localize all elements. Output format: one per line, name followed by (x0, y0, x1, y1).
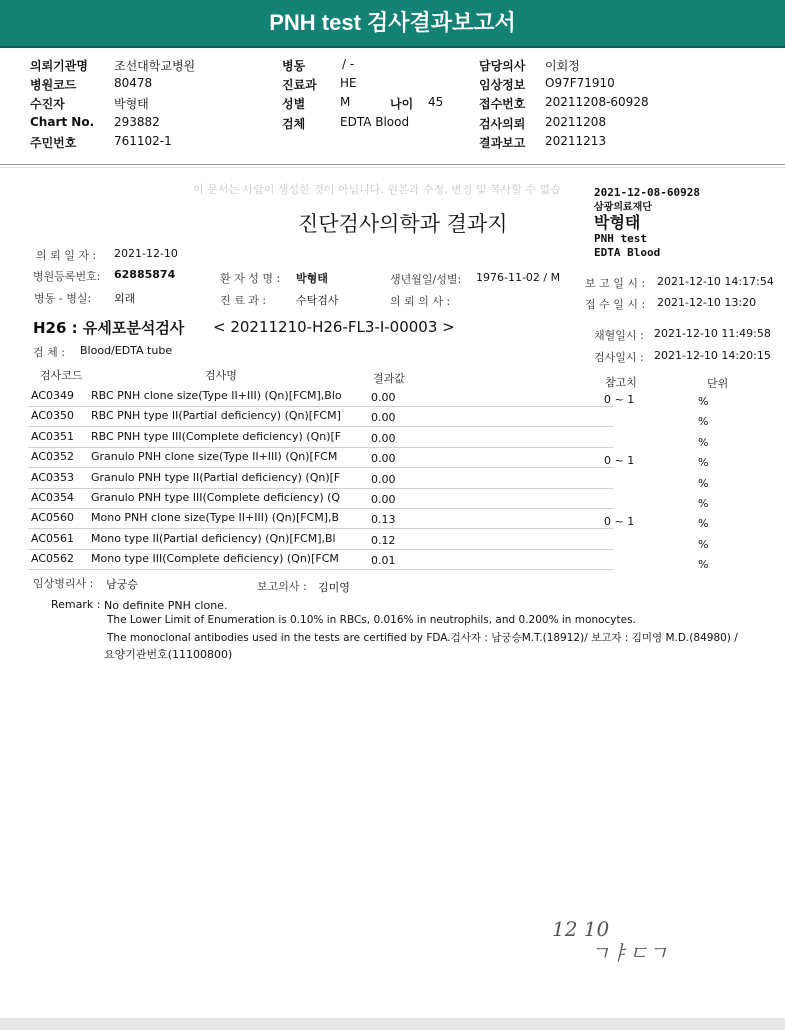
result-code: AC0353 (31, 471, 75, 484)
column-header-unit: 단위 (707, 377, 729, 390)
test-time: 2021-12-10 14:20:15 (654, 349, 771, 362)
stamp-test: PNH test (594, 232, 647, 245)
barcode-id: < 20211210-H26-FL3-I-00003 > (213, 318, 455, 336)
result-value: 0.00 (371, 452, 396, 465)
stamp-number: 2021-12-08-60928 (594, 186, 700, 199)
result-name: Granulo PNH type II(Partial deficiency) (Qn)[F (91, 471, 341, 484)
result-value: 0.00 (371, 473, 396, 486)
patient-label: 환 자 성 명 : (220, 272, 281, 285)
result-code: AC0350 (31, 409, 75, 422)
stamp-name: 박형태 (594, 213, 641, 232)
info-value: 293882 (114, 115, 160, 129)
result-ref: 0 ~ 1 (604, 515, 635, 528)
info-value: 조선대학교병원 (114, 59, 196, 73)
receipt-date: 2021-12-10 13:20 (657, 296, 757, 309)
result-name: RBC PNH clone size(Type II+III) (Qn)[FCM],Blo (91, 389, 342, 402)
header-rule (0, 46, 785, 48)
result-code: AC0354 (31, 491, 75, 504)
result-value: 0.00 (371, 391, 396, 404)
result-value: 0.12 (371, 534, 396, 547)
result-name: Granulo PNH type III(Complete deficiency) (Q (91, 491, 341, 504)
info-value: O97F71910 (545, 76, 615, 90)
doctor-label: 의 뢰 의 사 : (390, 295, 451, 308)
info-label: 진료과 (282, 78, 317, 92)
info-value: EDTA Blood (340, 115, 410, 129)
receipt-label: 접 수 일 시 : (585, 298, 646, 311)
result-code: AC0560 (31, 511, 75, 524)
handwritten-date: 12 10 (552, 917, 610, 941)
result-ref: 0 ~ 1 (604, 454, 635, 467)
dob-label: 생년월일/성별: (390, 273, 462, 286)
collect-label: 채혈일시 : (594, 329, 644, 342)
info-label: 나이 (390, 97, 414, 111)
info-label: 병원코드 (30, 78, 77, 92)
result-unit: % (698, 558, 709, 571)
report-title: 진단검사의학과 결과지 (298, 212, 508, 236)
remark-line: The Lower Limit of Enumeration is 0.10% in RBCs, 0.016% in neutrophils, and 0.200% in monocytes. (107, 614, 636, 626)
remark-line: No definite PNH clone. (104, 599, 228, 612)
stamp-org: 삼광의료재단 (594, 202, 652, 213)
result-code: AC0352 (31, 450, 75, 463)
result-unit: % (698, 517, 709, 530)
result-code: AC0562 (31, 552, 75, 565)
result-unit: % (698, 497, 709, 510)
row-divider (28, 426, 613, 427)
request-date: 2021-12-10 (114, 247, 178, 260)
info-label: 검체 (282, 117, 306, 131)
result-name: Mono type III(Complete deficiency) (Qn)[FCM (91, 552, 339, 565)
info-value: 20211213 (545, 134, 607, 148)
info-value: M (340, 95, 351, 109)
row-divider (28, 467, 613, 468)
info-value: / - (342, 57, 355, 71)
result-unit: % (698, 477, 709, 490)
specimen-value: Blood/EDTA tube (80, 344, 173, 357)
result-value: 0.00 (371, 493, 396, 506)
result-ref: 0 ~ 1 (604, 393, 635, 406)
info-value: 박형태 (114, 97, 149, 111)
result-unit: % (698, 415, 709, 428)
watermark-text: 이 문서는 사람이 생성한 것이 아닙니다. 원본과 수정, 변경 및 복사할 수 없습 (193, 183, 561, 196)
info-label: 결과보고 (479, 136, 526, 150)
info-label: Chart No. (30, 115, 95, 129)
reg-no-label: 병원등록번호: (33, 270, 101, 283)
result-unit: % (698, 395, 709, 408)
info-label: 담당의사 (479, 59, 526, 73)
report-date: 2021-12-10 14:17:54 (657, 275, 774, 288)
result-unit: % (698, 456, 709, 469)
column-header-name: 검사명 (205, 369, 237, 382)
info-label: 임상정보 (479, 78, 526, 92)
result-name: RBC PNH type III(Complete deficiency) (Qn)[F (91, 430, 342, 443)
info-value: 이회정 (545, 59, 580, 73)
reporter-name: 김미영 (318, 581, 350, 594)
patient-name: 박형태 (296, 272, 328, 285)
request-date-label: 의 뢰 일 자 : (36, 249, 97, 262)
info-value: 761102-1 (114, 134, 172, 148)
dept-label: 진 료 과 : (220, 294, 267, 307)
info-value: 20211208-60928 (545, 95, 649, 109)
row-divider (28, 569, 613, 570)
row-divider (28, 549, 613, 550)
result-name: Mono PNH clone size(Type II+III) (Qn)[FCM],B (91, 511, 340, 524)
remark-label: Remark : (51, 598, 101, 611)
row-divider (28, 528, 613, 529)
report-date-label: 보 고 일 시 : (585, 277, 646, 290)
reporter-label: 보고의사 : (257, 580, 307, 593)
column-header-value: 결과값 (373, 372, 405, 385)
info-label: 접수번호 (479, 97, 526, 111)
ward-value: 외래 (114, 292, 136, 305)
info-label: 병동 (282, 59, 306, 73)
pathologist-name: 남궁승 (106, 578, 138, 591)
info-label: 주민번호 (30, 136, 77, 150)
result-value: 0.01 (371, 554, 396, 567)
ward-label: 병동 - 병실: (34, 292, 92, 305)
test-code-title: H26 : 유세포분석검사 (33, 319, 185, 337)
result-name: Mono type II(Partial deficiency) (Qn)[FCM],Bl (91, 532, 336, 545)
handwritten-signature: ㄱㅑㄷㄱ (590, 941, 668, 965)
result-value: 0.00 (371, 432, 396, 445)
row-divider (28, 406, 613, 407)
reg-no: 62885874 (114, 268, 176, 281)
test-time-label: 검사일시 : (594, 351, 644, 364)
result-unit: % (698, 538, 709, 551)
collect-time: 2021-12-10 11:49:58 (654, 327, 771, 340)
result-unit: % (698, 436, 709, 449)
dept-value: 수탁검사 (296, 294, 339, 307)
column-header-code: 검사코드 (40, 369, 83, 382)
remark-line: The monoclonal antibodies used in the tests are certified by FDA.검사자 : 남궁승M.T.(18912)/ 보고자 : 김미영 M.D.(84980) / (107, 632, 738, 644)
result-value: 0.13 (371, 513, 396, 526)
info-value: 45 (428, 95, 444, 109)
pathologist-label: 임상병리사 : (33, 577, 94, 590)
specimen-label: 검 체 : (33, 346, 65, 359)
result-name: Granulo PNH clone size(Type II+III) (Qn)[FCM (91, 450, 338, 463)
result-name: RBC PNH type II(Partial deficiency) (Qn)[FCM] (91, 409, 341, 422)
remark-line: 요양기관번호(11100800) (104, 648, 233, 661)
info-label: 성별 (282, 97, 306, 111)
column-header-ref: 참고치 (605, 376, 637, 389)
info-value: 80478 (114, 76, 153, 90)
result-value: 0.00 (371, 411, 396, 424)
report-header-title: PNH test 검사결과보고서 (0, 0, 785, 46)
section-divider (0, 167, 785, 168)
info-value: HE (340, 76, 357, 90)
info-label: 수진자 (30, 97, 65, 111)
section-divider (0, 164, 785, 165)
result-code: AC0561 (31, 532, 75, 545)
row-divider (28, 508, 613, 509)
result-code: AC0351 (31, 430, 75, 443)
row-divider (28, 488, 613, 489)
row-divider (28, 447, 613, 448)
dob-value: 1976-11-02 / M (476, 271, 561, 284)
result-code: AC0349 (31, 389, 75, 402)
info-value: 20211208 (545, 115, 607, 129)
page-footer-bar (0, 1018, 785, 1030)
info-label: 검사의뢰 (479, 117, 526, 131)
stamp-specimen: EDTA Blood (594, 246, 661, 259)
info-label: 의뢰기관명 (30, 59, 88, 73)
